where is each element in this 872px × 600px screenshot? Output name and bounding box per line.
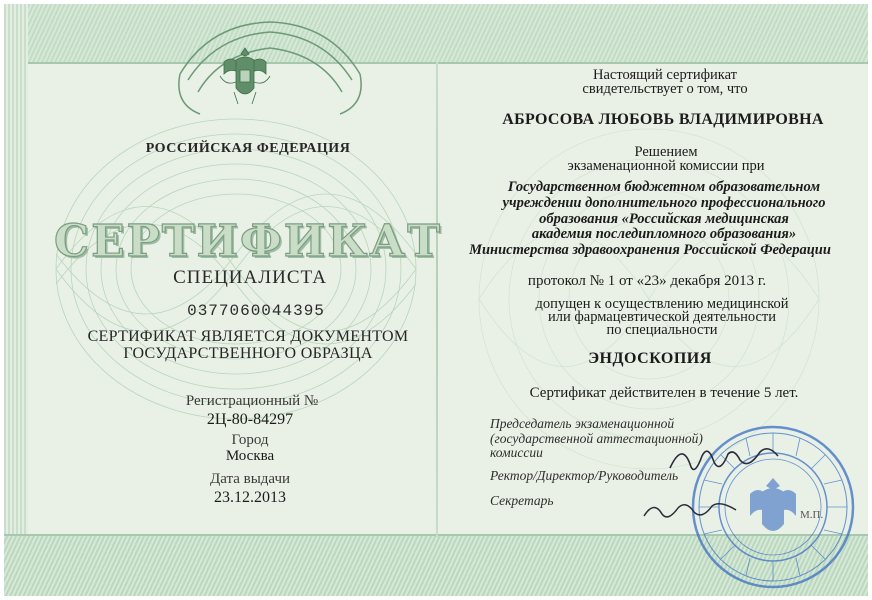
seal-mark: М.П. [800,509,824,521]
issue-date-label: Дата выдачи [209,471,291,487]
validity-statement: Сертификат действителен в течение 5 лет. [529,385,799,401]
institution-line-3: образования «Российская медицинская [539,211,789,227]
top-ornamental-band [4,4,868,64]
institution-line-2: учреждении дополнительного профессионального [502,195,826,211]
chair-signature-mark [664,434,784,484]
specialty-name: ЭНДОСКОПИЯ [588,350,712,367]
registration-label: Регистрационный № [185,393,319,409]
admission-line-2: или фармацевтической деятельности [547,309,777,325]
certificate-title: СЕРТИФИКАТ [54,216,442,267]
issue-date-value: 23.12.2013 [214,489,286,506]
intro-line-2: свидетельствует о том, что [582,81,748,97]
secretary-signature-mark [640,494,740,528]
serial-number: 0377060044395 [187,302,325,320]
institution-line-1: Государственном бюджетном образовательном [507,179,821,195]
admission-line-3: по специальности [606,322,718,338]
certificate-subtitle: СПЕЦИАЛИСТА [173,267,327,288]
registration-number: 2Ц-80-84297 [206,411,294,428]
intro-line-1: Настоящий сертификат [592,67,738,83]
city-label: Город [231,432,269,448]
chair-signature-label-1: Председатель экзаменационной [490,416,675,431]
city-value: Москва [225,448,275,464]
country-name: РОССИЙСКАЯ ФЕДЕРАЦИЯ [145,141,351,156]
decision-line-2: экзаменационной комиссии при [567,158,765,174]
institution-line-5: Министерства здравоохранения Российской Федерации [469,242,831,258]
holder-name: АБРОСОВА ЛЮБОВЬ ВЛАДИМИРОВНА [502,111,824,128]
left-ornamental-strip [4,4,28,596]
secretary-signature-label: Секретарь [490,493,554,508]
protocol-line: протокол № 1 от «23» декабря 2013 г. [527,273,767,289]
decision-line-1: Решением [634,144,698,160]
document-status-line-2: ГОСУДАРСТВЕННОГО ОБРАЗЦА [123,345,373,362]
page-divider [436,62,438,537]
document-status-line-1: СЕРТИФИКАТ ЯВЛЯЕТСЯ ДОКУМЕНТОМ [87,328,409,345]
chair-signature-label-3: комиссии [490,445,543,460]
russian-eagle-emblem-icon [216,42,274,114]
certificate-document [4,4,868,596]
rector-signature-label: Ректор/Директор/Руководитель [490,468,679,483]
institution-line-4: академия последипломного образования» [531,226,797,242]
admission-line-1: допущен к осуществлению медицинской [535,296,789,312]
chair-signature-label-2: (государственной аттестационной) [490,431,703,446]
